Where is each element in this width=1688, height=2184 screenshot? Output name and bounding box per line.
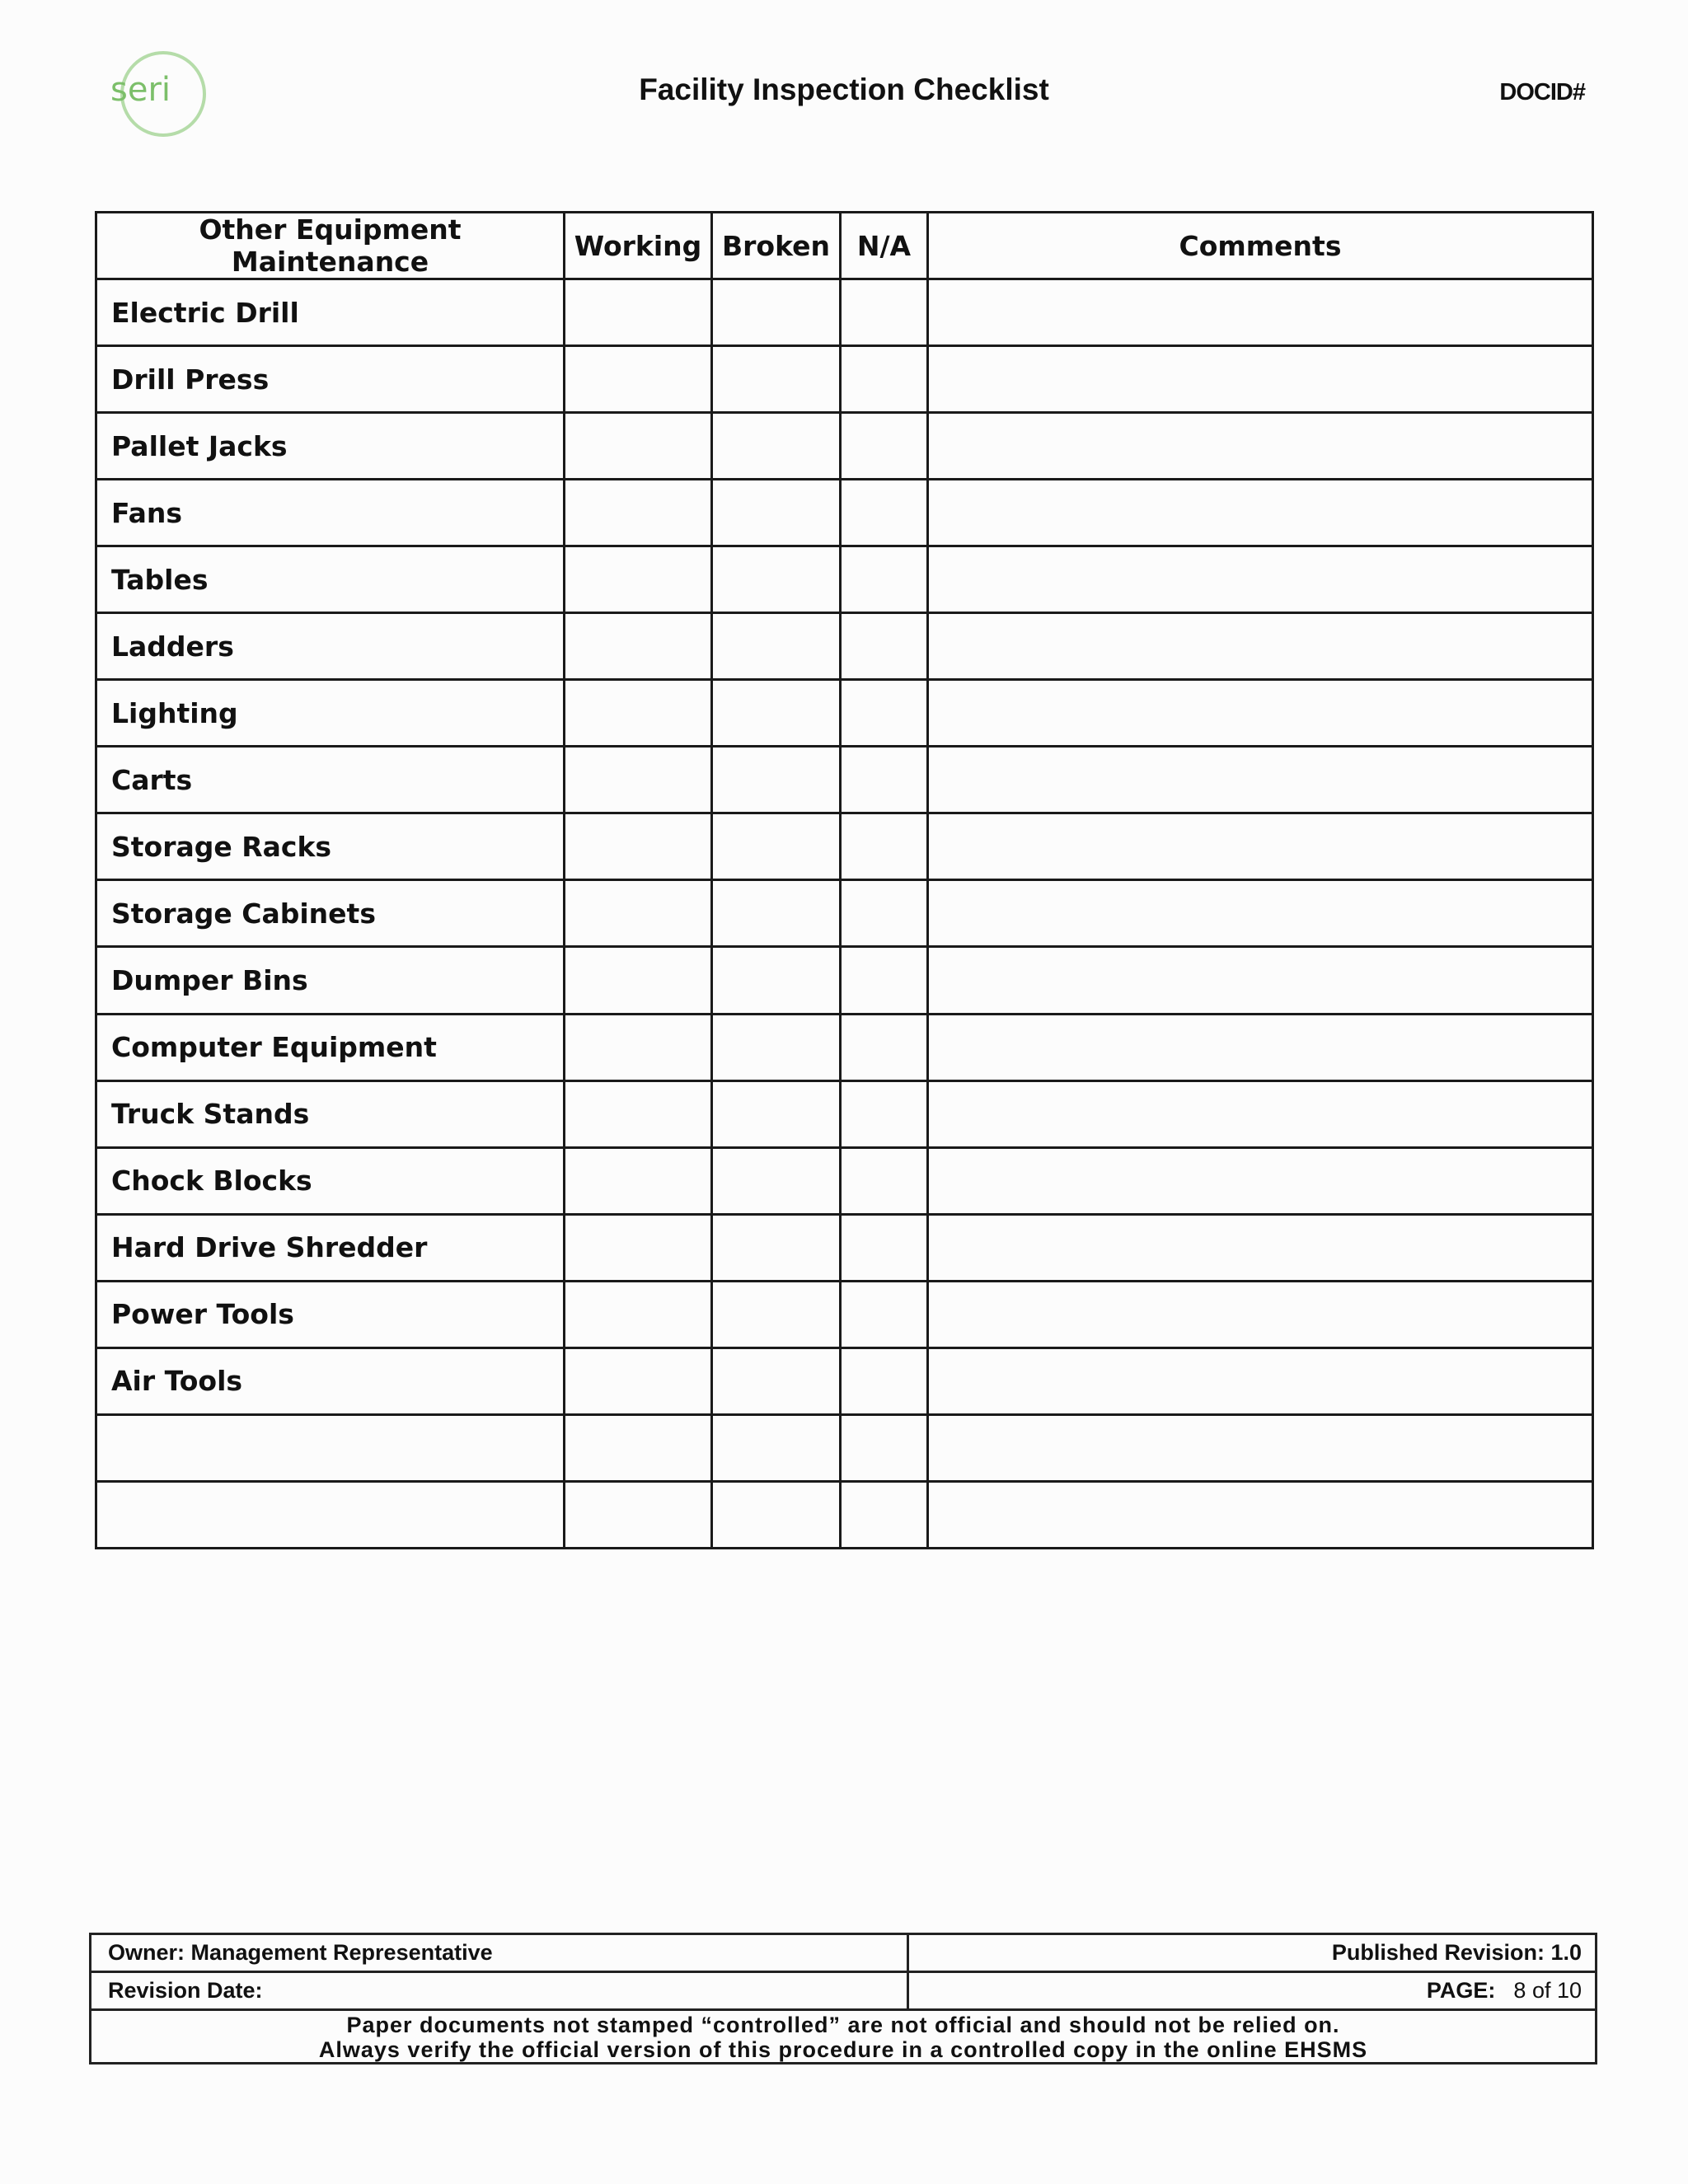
column-header-broken: Broken: [712, 213, 841, 279]
comments-cell[interactable]: [928, 613, 1593, 680]
working-cell[interactable]: [565, 480, 712, 546]
comments-cell[interactable]: [928, 480, 1593, 546]
comments-cell[interactable]: [928, 1014, 1593, 1080]
equipment-name-cell: Hard Drive Shredder: [96, 1214, 565, 1281]
table-row: [96, 1481, 1593, 1548]
na-cell[interactable]: [841, 680, 928, 747]
equipment-name-cell: Truck Stands: [96, 1080, 565, 1147]
equipment-name-cell: Power Tools: [96, 1281, 565, 1347]
equipment-name-cell: Computer Equipment: [96, 1014, 565, 1080]
broken-cell[interactable]: [712, 1281, 841, 1347]
na-cell[interactable]: [841, 1281, 928, 1347]
comments-cell[interactable]: [928, 680, 1593, 747]
broken-cell[interactable]: [712, 1147, 841, 1214]
equipment-checklist-table: [95, 211, 1594, 1549]
comments-cell[interactable]: [928, 880, 1593, 947]
na-cell[interactable]: [841, 1481, 928, 1548]
comments-cell[interactable]: [928, 1080, 1593, 1147]
control-notice: [91, 2011, 1595, 2062]
comments-cell[interactable]: [928, 346, 1593, 413]
broken-cell[interactable]: [712, 1214, 841, 1281]
equipment-name-cell: Ladders: [96, 613, 565, 680]
working-cell[interactable]: [565, 346, 712, 413]
table-row: [96, 1214, 1593, 1281]
comments-cell[interactable]: [928, 1147, 1593, 1214]
broken-cell[interactable]: [712, 1014, 841, 1080]
working-cell[interactable]: [565, 1347, 712, 1414]
table-row: [96, 413, 1593, 480]
column-header-working: Working: [565, 213, 712, 279]
comments-cell[interactable]: [928, 1347, 1593, 1414]
equipment-name-cell: Dumper Bins: [96, 947, 565, 1014]
broken-cell[interactable]: [712, 1347, 841, 1414]
broken-cell[interactable]: [712, 680, 841, 747]
footer-row-owner: [91, 1935, 1595, 1973]
comments-cell[interactable]: [928, 279, 1593, 346]
table-row: [96, 613, 1593, 680]
comments-cell[interactable]: [928, 1214, 1593, 1281]
na-cell[interactable]: [841, 279, 928, 346]
column-header-comments: Comments: [928, 213, 1593, 279]
broken-cell[interactable]: [712, 1080, 841, 1147]
working-cell[interactable]: [565, 279, 712, 346]
page-value: 8 of 10: [1513, 1978, 1582, 2003]
table-row: [96, 1080, 1593, 1147]
working-cell[interactable]: [565, 1147, 712, 1214]
broken-cell[interactable]: [712, 947, 841, 1014]
control-notice-line-2: Always verify the official version of this procedure in a controlled copy in the online EHSMS: [318, 2037, 1368, 2062]
equipment-name-cell: Storage Cabinets: [96, 880, 565, 947]
equipment-name-cell: Electric Drill: [96, 279, 565, 346]
table-row: [96, 1414, 1593, 1481]
equipment-name-cell: Storage Racks: [96, 813, 565, 880]
broken-cell[interactable]: [712, 813, 841, 880]
working-cell[interactable]: [565, 1281, 712, 1347]
comments-cell[interactable]: [928, 1414, 1593, 1481]
column-header-item: Other Equipment Maintenance: [96, 213, 565, 279]
table-row: [96, 680, 1593, 747]
na-cell[interactable]: [841, 1080, 928, 1147]
equipment-name-cell: Drill Press: [96, 346, 565, 413]
revision-date: Revision Date:: [91, 1973, 909, 2008]
comments-cell[interactable]: [928, 947, 1593, 1014]
working-cell[interactable]: [565, 947, 712, 1014]
working-cell[interactable]: [565, 1080, 712, 1147]
na-cell[interactable]: [841, 546, 928, 613]
equipment-name-cell: Air Tools: [96, 1347, 565, 1414]
na-cell[interactable]: [841, 413, 928, 480]
comments-cell[interactable]: [928, 1281, 1593, 1347]
comments-cell[interactable]: [928, 546, 1593, 613]
table-row: [96, 747, 1593, 813]
working-cell[interactable]: [565, 680, 712, 747]
table-row: [96, 546, 1593, 613]
equipment-name-cell: Lighting: [96, 680, 565, 747]
broken-cell[interactable]: [712, 613, 841, 680]
broken-cell[interactable]: [712, 480, 841, 546]
table-row: [96, 346, 1593, 413]
na-cell[interactable]: [841, 1414, 928, 1481]
working-cell[interactable]: [565, 1014, 712, 1080]
na-cell[interactable]: [841, 346, 928, 413]
working-cell[interactable]: [565, 880, 712, 947]
na-cell[interactable]: [841, 947, 928, 1014]
na-cell[interactable]: [841, 813, 928, 880]
na-cell[interactable]: [841, 480, 928, 546]
logo-text: seri: [110, 71, 171, 109]
broken-cell[interactable]: [712, 413, 841, 480]
equipment-name-cell: [96, 1481, 565, 1548]
working-cell[interactable]: [565, 747, 712, 813]
table-row: [96, 880, 1593, 947]
table-row: [96, 279, 1593, 346]
page-indicator: [909, 1973, 1595, 2008]
published-revision: Published Revision: 1.0: [1331, 1940, 1582, 1965]
working-cell[interactable]: [565, 546, 712, 613]
broken-cell[interactable]: [712, 546, 841, 613]
table-header-row: [96, 213, 1593, 279]
working-cell[interactable]: [565, 1414, 712, 1481]
footer-row-revision: [91, 1973, 1595, 2011]
na-cell[interactable]: [841, 880, 928, 947]
table-row: [96, 813, 1593, 880]
owner-text: Owner: Management Representative: [91, 1935, 909, 1971]
equipment-name-cell: Carts: [96, 747, 565, 813]
equipment-name-cell: Tables: [96, 546, 565, 613]
equipment-name-cell: Fans: [96, 480, 565, 546]
na-cell[interactable]: [841, 1014, 928, 1080]
equipment-name-cell: [96, 1414, 565, 1481]
working-cell[interactable]: [565, 1214, 712, 1281]
na-cell[interactable]: [841, 747, 928, 813]
table-row: [96, 1147, 1593, 1214]
document-id: DOCID#: [1499, 79, 1585, 105]
page-label: PAGE:: [1426, 1978, 1496, 2003]
comments-cell[interactable]: [928, 413, 1593, 480]
document-title: Facility Inspection Checklist: [639, 73, 1049, 106]
broken-cell[interactable]: [712, 1414, 841, 1481]
comments-cell[interactable]: [928, 813, 1593, 880]
na-cell[interactable]: [841, 1147, 928, 1214]
broken-cell[interactable]: [712, 1481, 841, 1548]
equipment-name-cell: Chock Blocks: [96, 1147, 565, 1214]
broken-cell[interactable]: [712, 346, 841, 413]
broken-cell[interactable]: [712, 747, 841, 813]
column-header-na: N/A: [841, 213, 928, 279]
broken-cell[interactable]: [712, 279, 841, 346]
table-row: [96, 947, 1593, 1014]
table-row: [96, 1281, 1593, 1347]
table-row: [96, 1014, 1593, 1080]
working-cell[interactable]: [565, 613, 712, 680]
working-cell[interactable]: [565, 1481, 712, 1548]
working-cell[interactable]: [565, 813, 712, 880]
broken-cell[interactable]: [712, 880, 841, 947]
na-cell[interactable]: [841, 1347, 928, 1414]
na-cell[interactable]: [841, 1214, 928, 1281]
control-notice-line-1: Paper documents not stamped “controlled” are not official and should not be relied on.: [346, 2013, 1340, 2037]
table-row: [96, 480, 1593, 546]
comments-cell[interactable]: [928, 747, 1593, 813]
document-footer: [89, 1933, 1597, 2064]
working-cell[interactable]: [565, 413, 712, 480]
table-row: [96, 1347, 1593, 1414]
equipment-name-cell: Pallet Jacks: [96, 413, 565, 480]
comments-cell[interactable]: [928, 1481, 1593, 1548]
na-cell[interactable]: [841, 613, 928, 680]
